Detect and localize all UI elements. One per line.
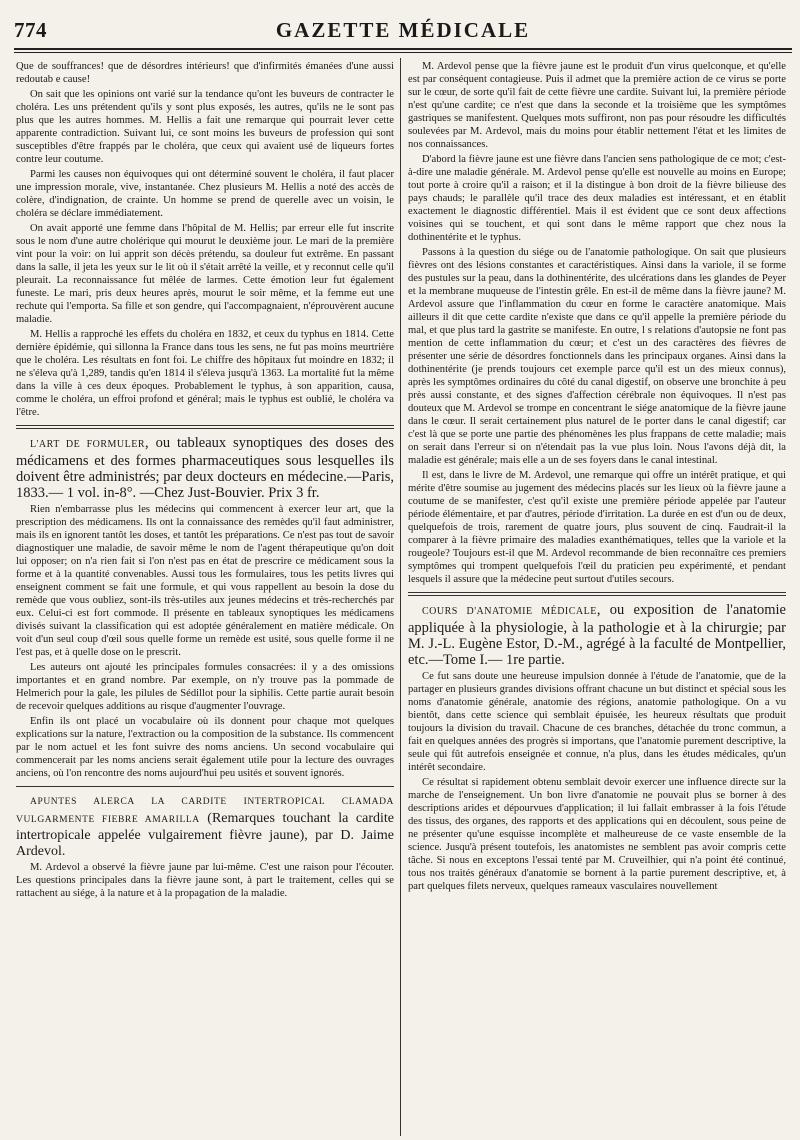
review-title — [16, 435, 394, 501]
page-header — [14, 18, 792, 44]
paragraph: Les auteurs ont ajouté les principales formules consacrées: il y a des omissions importantes et en grand nombre. Par exemple, on n'y trouve pas la pommade de Helmerich pour la gale, les pilules de Sédillot pour la siphilis. Cette partie aurait besoin de recevoir quelques additions au risque d'augmenter l'ouvrage. — [16, 662, 394, 712]
section-separator — [408, 592, 786, 596]
header-rule-thick — [14, 48, 792, 50]
paragraph: Passons à la question du siége ou de l'anatomie pathologique. On sait que plusieurs fièvres ont des lésions constantes et caractéristiques. Ainsi dans la variole, il se forme des pustules sur la peau, dans la dothinentérite, des ulcérations dans les glandes de Peyer et la membrane muqueuse de l'intestin grêle. En est-il de même dans la fièvre jaune? M. Ardevol assure que l'inflammation du cœur en forme le caractère anatomique. Mais ailleurs il dit que cette cardite n'existe que dans ce qu'il appelle la première période du mal, et que plus tard la gastrite se manifeste. En outre, l s relations d'autopsie ne font pas mention de cette inflammation du cœur; et c'est un des caractères des fièvres de présenter une série de désordres fonctionnels dans les principaux organes. Ainsi dans la dothinentérite (je prends toujours cet exemple parce qu'il est un des mieux connus), après les symptômes ordinaires du côté du canal digestif, on observe une bronchite à peu près aussi constante, et des signes d'affection cérébrale non équivoques. Il n'est pas douteux que M. Ardevol se trompe en concentrant le siége anatomique de la fièvre jaune dans le cœur. Il serait certainement plus naturel de le porter dans le canal digestif; car c'est là que se porte une partie des phénomènes les plus frappans de cette maladie; mais on serait dans l'erreur si on n'étendait pas la vue plus loin. Nous l'avons déjà dit, la maladie est générale; mais elle a un de ses foyers dans le canal intestinal. — [408, 247, 786, 466]
left-column — [16, 60, 394, 1135]
paragraph: On avait apporté une femme dans l'hôpital de M. Hellis; par erreur elle fut inscrite sous le nom d'une autre cholérique qui mourut le deuxième jour. Le mari de la première vint pour la voir: on lui apprit son décès prétendu, sa douleur fut extrême. En passant dans la salle, il jeta les yeux sur le lit où il s'était arrêté la veille, et y reconnut celle qu'il pleurait. La reconnaissance fut mêlée de larmes. Cette émotion leur fut également funeste. Le mari, pris deux heures après, mourut le soir même, et la femme eut une rechute qui l'emporta. Sa fille et son gendre, qui l'accompagnaient, n'éprouvèrent aucune maladie. — [16, 223, 394, 325]
review-title-caps: COURS D'ANATOMIE MÉDICALE — [422, 606, 597, 617]
review-title-rest: , ou tableaux synoptiques des doses des médicamens et des formes pharmaceutiques sous lesquelles ils doivent être administrés; par deux docteurs en médecine.—Paris, 1833.— 1 vol. in-8°. —Chez Just-Bouvier. Prix 3 fr. — [16, 435, 394, 501]
paragraph: Rien n'embarrasse plus les médecins qui commencent à exercer leur art, que la prescription des médicamens. Ils ont la connaissance des remèdes qu'il faut administrer, mais ils en ignorent tantôt les doses, et tantôt les préparations. Ce n'est pas tout de savoir diagnostiquer une maladie, de savoir même le nom de l'agent thérapeutique qu'on doit lui opposer; on n'a rien fait si l'on n'est pas en état de prescrire ce médicament sous la forme et à la quantité convenables. Aussi tous les formulaires, tous les petits livres qui enseignent comment se fait une formule, et qui vous rappellent au besoin la dose du remède que vous oubliez, sont-ils très-utiles aux jeunes médecins et très-recherchés par eux. Celui-ci est fort commode. Il présente en tableaux synoptiques les médicamens divisés suivant la classification qui est adoptée généralement en matière médicale. On voit d'un seul coup d'œil sous quelle forme un remède est usité, sous quelle forme il ne l'est pas, et à quelle dose on le prescrit. — [16, 504, 394, 658]
paragraph: M. Hellis a rapproché les effets du choléra en 1832, et ceux du typhus en 1814. Cette dernière épidémie, qui sillonna la France dans tous les sens, ne fut pas moins meurtrière que le choléra. Les résultats en font foi. Le chiffre des hôpitaux fut moindre en 1832; il ne s'éleva qu'à 1,289, tandis qu'en 1814 il s'éleva jusqu'à 1363. La mortalité fut la même dans la ville à ces deux époques. Probablement le typhus, à son apparition, causa, comme le choléra, un effroi profond et général; mais le typhus est oublié, le choléra va l'être. — [16, 329, 394, 418]
journal-title: GAZETTE MÉDICALE — [275, 18, 531, 42]
right-column — [408, 60, 786, 1135]
review-title-rest: , ou exposition de l'anatomie appliquée à la physiologie, à la pathologie et à la chirurgie; par M. J.-L. Eugène Estor, D.-M., agrégé à la faculté de Montpellier, etc.—Tome I.— 1re partie. — [408, 602, 786, 668]
paragraph: D'abord la fièvre jaune est une fièvre dans l'ancien sens pathologique de ce mot; c'est-à-dire une maladie générale. M. Ardevol pense qu'elle est nouvelle au moins en Europe; tout porte à croire qu'il a raison; et il la distingue à bon droit de la fièvre bilieuse des pays chauds; le parallèle qu'il trace des deux maladies est intéressant, et en établit exactement le diagnostic différentiel. Mais il est évident que ce sont deux affections voisines qui se touchent, et qui sont dans le même rapport que chez nous la dothinentérite et le typhus. — [408, 154, 786, 243]
paragraph: On sait que les opinions ont varié sur la tendance qu'ont les buveurs de contracter le choléra. Les uns prétendent qu'ils y sont plus exposés, les autres, qu'ils ne le sont pas plus que les autres hommes. M. Hellis a fait une remarque qui pourrait lever cette apparente contradiction. Suivant lui, ce sont moins les buveurs de profession qui sont susceptibles d'être frappés par le choléra, que ceux qui avaient usé de liqueurs fortes contre leur coutume. — [16, 89, 394, 165]
paragraph: Il est, dans le livre de M. Ardevol, une remarque qui offre un intérêt pratique, et qui mérite d'être soumise au jugement des médecins placés sur les lieux où la fièvre jaune a coutume de se manifester, c'est qu'il existe une première période appelée par l'auteur période élémentaire, et par d'autres, période d'irritation. La durée en est d'un ou de deux, quelquefois de trois, rarement de quatre jours, plus souvent de cinq. Faudrait-il la comparer à la fièvre primaire des maladies exanthématiques, telles que la variole et la rougeole? Toujours est-il que M. Ardevol recommande de bien reconnaître ces premiers symptômes qui trompent quelquefois l'œil du praticien peu expérimenté, et pendant lesquels il assure que la médecine peut surtout d'utiles secours. — [408, 470, 786, 585]
section-separator — [16, 786, 394, 787]
page-number: 774 — [14, 18, 47, 42]
paragraph: Ce fut sans doute une heureuse impulsion donnée à l'étude de l'anatomie, que de la partager en plusieurs grandes divisions offrant chacune un but distinct et spécial sous les noms d'anatomie générale, anatomie des régions, anatomie pathologique. On a vu bientôt, dans cette science qui semblait épuisée, les heureux résultats que produit toujours la division du travail. Chacune de ces branches, détachée du tronc commun, a fait en quelques années des progrès si importans, que l'anatomie purement descriptive, la seule qui fût autrefois enseignée et connue, n'a plus, dans les études médicales, qu'un intérêt secondaire. — [408, 671, 786, 773]
review-title-caps: APUNTES ALERCA LA CARDITE INTERTROPICAL CLAMADA VULGARMENTE FIEBRE AMARILLA — [16, 797, 394, 825]
review-title-caps: L'ART DE FORMULER — [30, 439, 146, 450]
paragraph: Enfin ils ont placé un vocabulaire où ils donnent pour chaque mot quelques explications sur la nature, l'extraction ou la composition de la substance. Ils commencent par le nom actuel et les font suivre des noms anciens. Un second vocabulaire qui commencerait par les noms anciens serait également utile pour la lecture des ouvrages anciens, où l'on rencontre des noms aujourd'hui peu usités et souvent ignorés. — [16, 716, 394, 779]
section-separator — [16, 425, 394, 429]
review-title — [408, 602, 786, 668]
review-title-rest: (Remarques touchant la cardite intertropicale appelée vulgairement fièvre jaune), par D. Jaime Ardevol. — [16, 810, 394, 859]
header-rule-thin — [14, 52, 792, 53]
paragraph: Ce résultat si rapidement obtenu semblait devoir exercer une influence directe sur la marche de l'enseignement. Un bon livre d'anatomie ne pouvait plus se borner à des descriptions arides et dépourvues d'application; il lui fallait embrasser à la fois l'étude des tissus, des organes, des rapports et des applications qui en découlent, sous peine de ne présenter qu'une esquisse incomplète et malheureuse de ce vaste ensemble de la science. Jusqu'à présent toutefois, les anatomistes ne semblent pas avoir compris cette tâche. Si nous en exceptons l'essai tenté par M. Cruveilhier, qui n'a point été continué, tous nos traités généraux d'anatomie se bornent à la partie purement descriptive, et, à part quelques filets nerveux, quelques rameaux vasculaires nouvellement — [408, 777, 786, 892]
review-title — [16, 793, 394, 859]
paragraph: M. Ardevol pense que la fièvre jaune est le produit d'un virus quelconque, et qu'elle est par conséquent contagieuse. Puis il admet que la première action de ce virus se porte sur le cœur, de sorte qu'il fait de cette fièvre une cardite. Suivant lui, la première période n'est qu'une cardite; ce n'est que dans la seconde et la troisième que les symptômes gastriques se manifestent. Quelques mots suffiront, non pas pour résoudre les difficultés soulevées par M. Ardevol, mais du moins pour établir nettement l'état et les limites de nos connaissances. — [408, 61, 786, 150]
paragraph: Parmi les causes non équivoques qui ont déterminé souvent le choléra, il faut placer une impression morale, vive, instantanée. Chez plusieurs M. Hellis a noté des accès de colère, d'indignation, de crainte. Un homme se prend de querelle avec un voisin, le choléra se déclare immédiatement. — [16, 169, 394, 219]
paragraph: M. Ardevol a observé la fièvre jaune par lui-même. C'est une raison pour l'écouter. Les questions principales dans la fièvre jaune sont, à part le traitement, celles qui se rattachent au siége, à la nature et à la propagation de la maladie. — [16, 862, 394, 899]
column-divider — [400, 58, 401, 1136]
paragraph: Que de souffrances! que de désordres intérieurs! que d'infirmités émanées d'une aussi redoutab e cause! — [16, 61, 394, 85]
